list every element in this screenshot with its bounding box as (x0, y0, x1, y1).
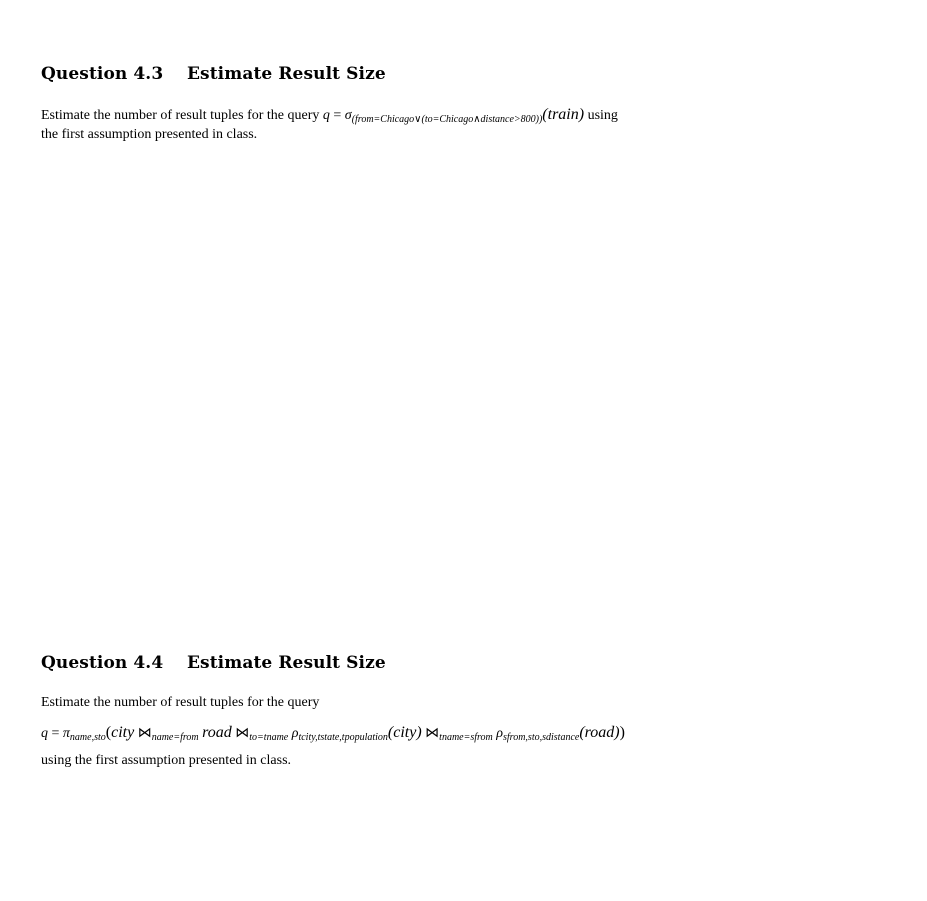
rename-attributes: tcity,tstate,tpopulation (298, 732, 388, 743)
close-paren: ) (619, 724, 625, 741)
projection-attributes: name,sto (69, 732, 106, 743)
relation-name: (train) (542, 106, 585, 123)
rename-operator: ρ (496, 726, 504, 741)
selection-operator: σ (344, 108, 352, 123)
query-formula (41, 724, 625, 742)
question-4-3-text-line-2 (41, 127, 257, 143)
rename-attributes: sfrom,sto,sdistance (503, 732, 580, 743)
rename-operator: ρ (291, 726, 299, 741)
join-condition: name=from (151, 732, 199, 743)
question-text: the first assumption presented in class. (41, 127, 258, 142)
question-text-tail: using (587, 108, 618, 123)
query-variable: q (322, 108, 330, 123)
join-condition: tname=sfrom (439, 732, 493, 743)
question-text: using the first assumption presented in class. (41, 753, 292, 768)
relation-name: (road) (579, 724, 620, 741)
relation-name: (city) (387, 724, 422, 741)
relation-name: road (202, 724, 232, 741)
join-operator: ⋈ (137, 726, 152, 741)
question-4-4-text-line-3 (41, 753, 291, 769)
question-4-4-text-line-1 (41, 695, 319, 711)
open-paren: ( (105, 724, 112, 741)
selection-condition: (from=Chicago∨(to=Chicago∧distance>800)) (351, 114, 543, 125)
question-text: Estimate the number of result tuples for the query (41, 108, 320, 123)
question-title: Estimate Result Size (187, 64, 386, 84)
join-operator: ⋈ (235, 726, 250, 741)
question-title: Estimate Result Size (187, 653, 386, 673)
question-4-3-heading (41, 64, 386, 84)
equals-sign: = (333, 108, 342, 123)
query-variable: q (41, 726, 48, 741)
join-condition: to=tname (249, 732, 289, 743)
relation-name: city (111, 724, 135, 741)
question-number: Question 4.4 (41, 653, 164, 673)
question-4-4-heading (41, 653, 386, 673)
join-operator: ⋈ (425, 726, 440, 741)
question-4-3-text-line-1 (41, 106, 618, 124)
equals-sign: = (51, 726, 60, 741)
projection-operator: π (62, 726, 70, 741)
query-formula (323, 108, 588, 123)
question-text: Estimate the number of result tuples for the query (41, 695, 320, 710)
question-number: Question 4.3 (41, 64, 164, 84)
